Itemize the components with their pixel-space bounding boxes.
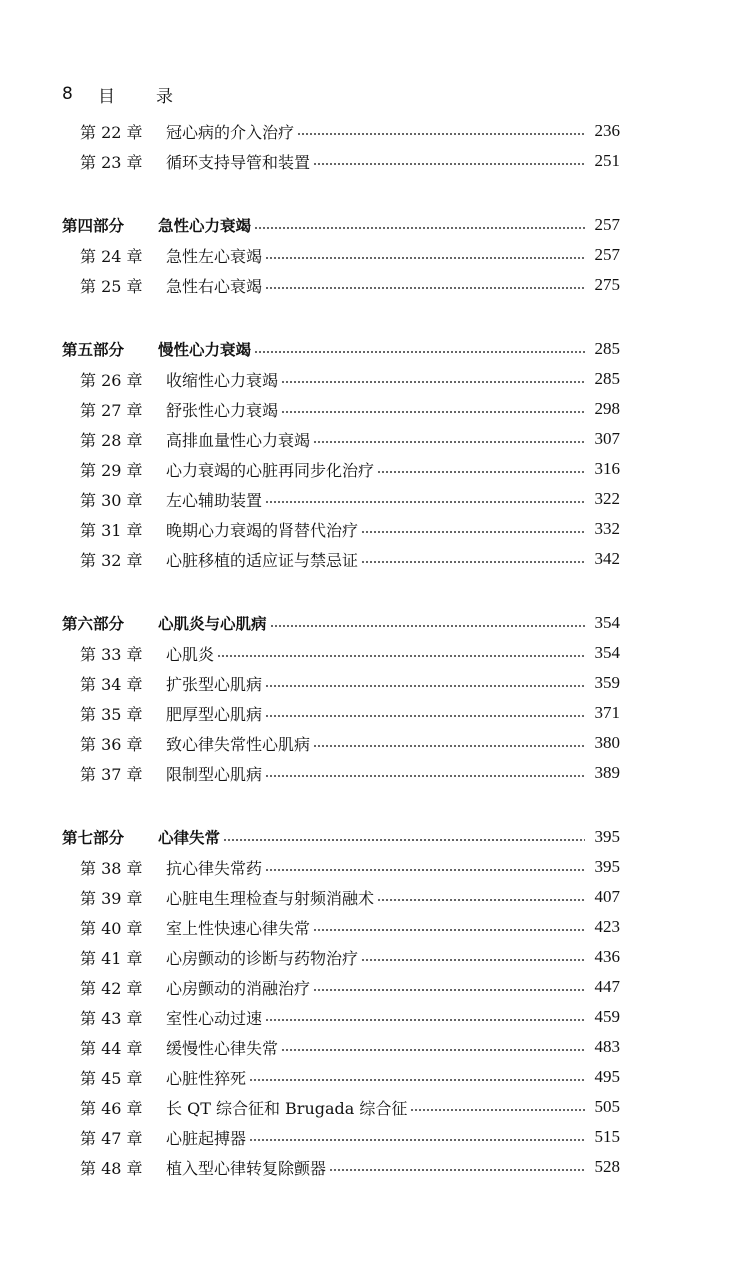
page-reference: 459 [594,1007,620,1026]
page-reference: 257 [594,215,620,234]
chapter-title: 左心辅助装置 [166,490,263,510]
chapter-title: 扩张型心肌病 [166,674,263,694]
toc-chapter-row[interactable] [62,942,620,972]
toc-chapter-row[interactable] [62,270,620,300]
toc-chapter-row[interactable] [62,1092,620,1122]
toc-part-row[interactable] [62,608,620,638]
page-reference: 275 [594,275,620,294]
page-reference: 307 [594,429,620,448]
page-reference: 407 [594,887,620,906]
toc-chapter-row[interactable] [62,484,620,514]
chapter-title: 限制型心肌病 [166,764,263,784]
chapter-title: 急性左心衰竭 [166,246,263,266]
page-reference: 495 [594,1067,620,1086]
chapter-title: 心脏性猝死 [166,1068,247,1088]
chapter-title: 心脏起搏器 [166,1128,247,1148]
page-reference: 359 [594,673,620,692]
toc-chapter-row[interactable] [62,882,620,912]
part-number: 第七部分 [62,829,125,847]
page-reference: 285 [594,369,620,388]
toc-chapter-row[interactable] [62,364,620,394]
chapter-title: 心脏电生理检查与射频消融术 [166,888,375,908]
page-number: 8 [62,84,73,104]
section-gap [62,300,620,334]
toc-chapter-row[interactable] [62,1122,620,1152]
page-reference: 332 [594,519,620,538]
toc-chapter-row[interactable] [62,852,620,882]
chapter-title: 高排血量性心力衰竭 [166,430,311,450]
chapter-title: 心肌炎 [166,644,215,664]
page-reference: 423 [594,917,620,936]
dot-leader [265,685,585,687]
chapter-number: 第 27 章 [80,400,143,420]
chapter-title: 晚期心力衰竭的肾替代治疗 [166,520,359,540]
chapter-title: 室性心动过速 [166,1008,263,1028]
part-title: 急性心力衰竭 [158,217,252,235]
chapter-title: 循环支持导管和装置 [166,152,311,172]
page-reference: 505 [594,1097,620,1116]
chapter-title: 长 QT 综合征和 Brugada 综合征 [166,1098,408,1118]
chapter-number: 第 25 章 [80,276,143,296]
part-title: 慢性心力衰竭 [158,341,252,359]
dot-leader [377,471,585,473]
chapter-number: 第 35 章 [80,704,143,724]
chapter-title: 收缩性心力衰竭 [166,370,279,390]
page-reference: 395 [594,857,620,876]
page-header [62,80,173,108]
page-reference: 354 [594,643,620,662]
chapter-title: 急性右心衰竭 [166,276,263,296]
chapter-number: 第 41 章 [80,948,143,968]
chapter-title: 室上性快速心律失常 [166,918,311,938]
page-reference: 447 [594,977,620,996]
chapter-number: 第 40 章 [80,918,143,938]
chapter-number: 第 33 章 [80,644,143,664]
toc-chapter-row[interactable] [62,394,620,424]
chapter-title: 心房颤动的消融治疗 [166,978,311,998]
chapter-number: 第 31 章 [80,520,143,540]
part-number: 第六部分 [62,615,125,633]
chapter-number: 第 30 章 [80,490,143,510]
dot-leader [265,501,585,503]
toc-chapter-row[interactable] [62,514,620,544]
toc-chapter-row[interactable] [62,912,620,942]
page-reference: 298 [594,399,620,418]
dot-leader [223,839,585,841]
chapter-number: 第 26 章 [80,370,143,390]
chapter-number: 第 43 章 [80,1008,143,1028]
chapter-number: 第 48 章 [80,1158,143,1178]
chapter-title: 心力衰竭的心脏再同步化治疗 [166,460,375,480]
dot-leader [265,287,585,289]
header-title-char-1: 目 [98,86,115,107]
toc-chapter-row[interactable] [62,668,620,698]
toc-chapter-row[interactable] [62,758,620,788]
part-number: 第四部分 [62,217,125,235]
dot-leader [265,257,585,259]
dot-leader [313,745,585,747]
chapter-number: 第 29 章 [80,460,143,480]
chapter-number: 第 22 章 [80,122,143,142]
chapter-title: 植入型心律转复除颤器 [166,1158,327,1178]
dot-leader [313,989,585,991]
toc-part-row[interactable] [62,334,620,364]
toc-chapter-row[interactable] [62,638,620,668]
dot-leader [329,1169,585,1171]
toc-chapter-row[interactable] [62,728,620,758]
part-number: 第五部分 [62,341,125,359]
chapter-number: 第 23 章 [80,152,143,172]
header-title-char-2: 录 [156,86,173,107]
chapter-number: 第 42 章 [80,978,143,998]
toc-chapter-row[interactable] [62,240,620,270]
toc-chapter-row[interactable] [62,146,620,176]
chapter-number: 第 46 章 [80,1098,143,1118]
toc-chapter-row[interactable] [62,1062,620,1092]
page-reference: 251 [594,151,620,170]
chapter-title: 心房颤动的诊断与药物治疗 [166,948,359,968]
dot-leader [281,1049,585,1051]
chapter-title: 致心律失常性心肌病 [166,734,311,754]
dot-leader [281,381,585,383]
dot-leader [313,929,585,931]
toc-chapter-row[interactable] [62,1152,620,1182]
toc-part-row[interactable] [62,210,620,240]
chapter-number: 第 28 章 [80,430,143,450]
chapter-number: 第 44 章 [80,1038,143,1058]
page-reference: 389 [594,763,620,782]
part-title: 心律失常 [158,829,221,847]
dot-leader [270,625,585,627]
chapter-number: 第 24 章 [80,246,143,266]
page-reference: 354 [594,613,620,632]
dot-leader [410,1109,585,1111]
chapter-number: 第 34 章 [80,674,143,694]
page-reference: 236 [594,121,620,140]
page-reference: 380 [594,733,620,752]
section-gap [62,574,620,608]
toc-chapter-row[interactable] [62,698,620,728]
dot-leader [254,351,585,353]
toc-chapter-row[interactable] [62,1032,620,1062]
chapter-title: 心脏移植的适应证与禁忌证 [166,550,359,570]
dot-leader [254,227,585,229]
page-reference: 483 [594,1037,620,1056]
dot-leader [361,561,585,563]
section-gap [62,176,620,210]
chapter-number: 第 32 章 [80,550,143,570]
chapter-title: 冠心病的介入治疗 [166,122,295,142]
toc-chapter-row[interactable] [62,116,620,146]
page-reference: 528 [594,1157,620,1176]
dot-leader [217,655,585,657]
chapter-title: 缓慢性心律失常 [166,1038,279,1058]
dot-leader [249,1139,585,1141]
chapter-title: 肥厚型心肌病 [166,704,263,724]
page-reference: 515 [594,1127,620,1146]
dot-leader [377,899,585,901]
dot-leader [361,531,585,533]
dot-leader [361,959,585,961]
toc-chapter-row[interactable] [62,1002,620,1032]
page-reference: 316 [594,459,620,478]
table-of-contents [62,116,620,1182]
section-gap [62,788,620,822]
dot-leader [281,411,585,413]
chapter-number: 第 39 章 [80,888,143,908]
dot-leader [265,775,585,777]
page-reference: 395 [594,827,620,846]
chapter-number: 第 38 章 [80,858,143,878]
dot-leader [265,869,585,871]
part-title: 心肌炎与心肌病 [158,615,267,633]
page-reference: 285 [594,339,620,358]
toc-chapter-row[interactable] [62,424,620,454]
page-reference: 371 [594,703,620,722]
chapter-title: 抗心律失常药 [166,858,263,878]
toc-chapter-row[interactable] [62,454,620,484]
dot-leader [249,1079,585,1081]
page-reference: 257 [594,245,620,264]
dot-leader [313,163,585,165]
chapter-number: 第 36 章 [80,734,143,754]
dot-leader [265,715,585,717]
dot-leader [265,1019,585,1021]
page-reference: 322 [594,489,620,508]
chapter-number: 第 37 章 [80,764,143,784]
page-reference: 436 [594,947,620,966]
chapter-number: 第 45 章 [80,1068,143,1088]
page-reference: 342 [594,549,620,568]
chapter-number: 第 47 章 [80,1128,143,1148]
dot-leader [313,441,585,443]
chapter-title: 舒张性心力衰竭 [166,400,279,420]
toc-part-row[interactable] [62,822,620,852]
dot-leader [297,133,585,135]
toc-chapter-row[interactable] [62,544,620,574]
toc-chapter-row[interactable] [62,972,620,1002]
